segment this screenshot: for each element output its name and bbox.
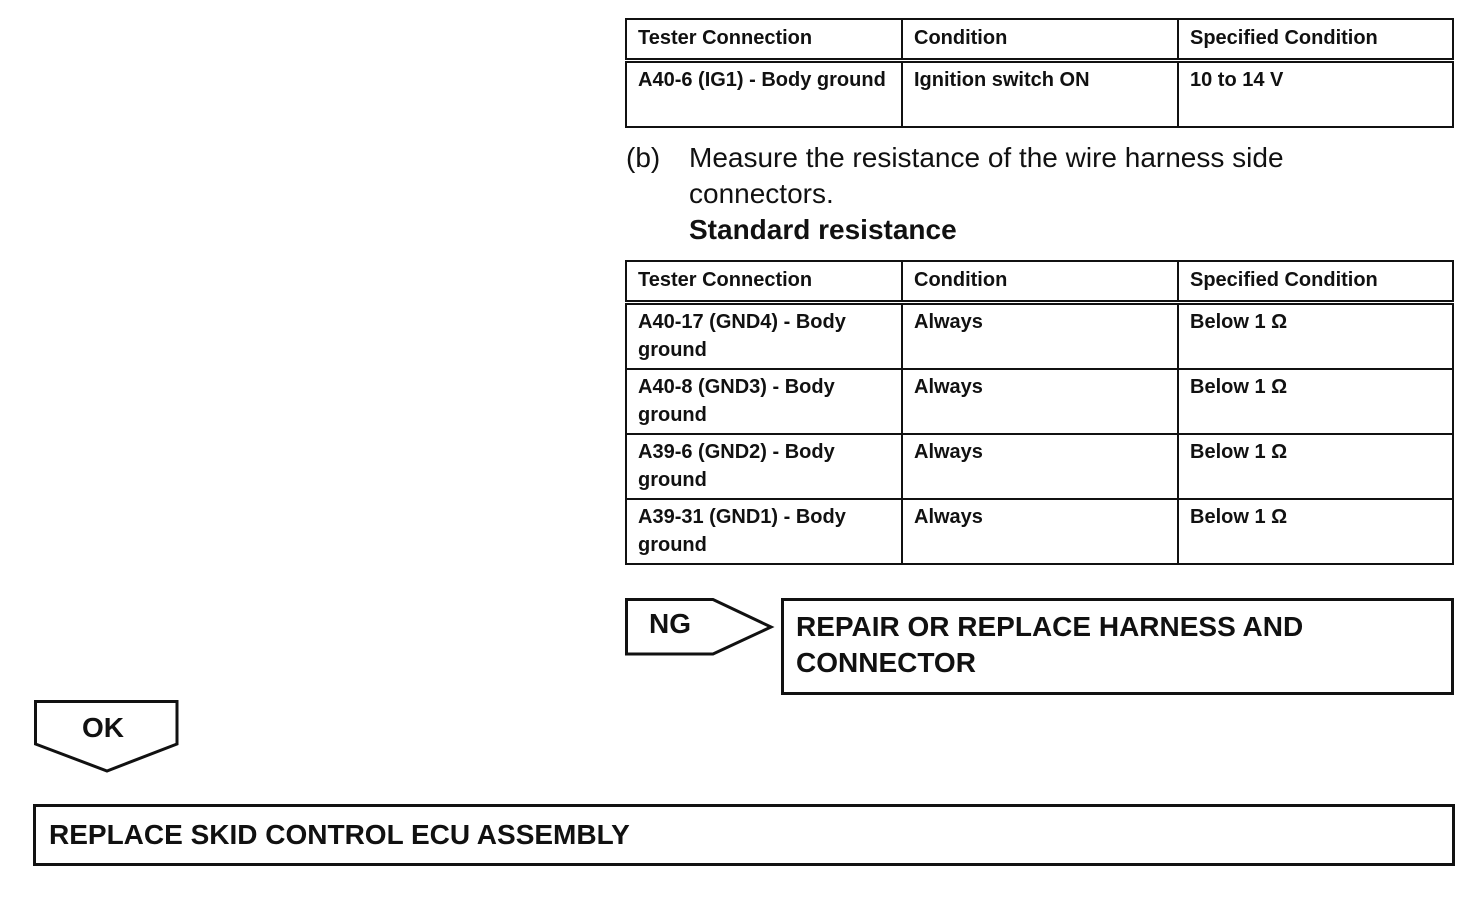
table-row (626, 499, 1453, 564)
tester-connection-cell: A40-6 (IG1) - Body ground (626, 61, 902, 128)
standard-title: Standard resistance (689, 214, 957, 245)
table-header-row (626, 19, 1453, 61)
ok-result-text: REPLACE SKID CONTROL ECU ASSEMBLY (49, 819, 630, 850)
ok-label: OK (82, 712, 124, 743)
specified-condition-cell: 10 to 14 V (1178, 61, 1453, 128)
condition-cell: Always (902, 369, 1178, 434)
table-row (626, 303, 1453, 370)
voltage-spec-table (625, 18, 1454, 128)
table-row (626, 61, 1453, 128)
resistance-spec-table (625, 260, 1454, 565)
column-header-condition: Condition (902, 19, 1178, 61)
ng-result-text: REPAIR OR REPLACE HARNESS AND CONNECTOR (796, 611, 1304, 678)
ok-result-box (33, 804, 1455, 866)
table-row (626, 434, 1453, 499)
specified-condition-cell: Below 1 Ω (1178, 434, 1453, 499)
condition-cell: Ignition switch ON (902, 61, 1178, 128)
tester-connection-cell: A39-6 (GND2) - Body ground (626, 434, 902, 499)
column-header-tester-connection: Tester Connection (626, 19, 902, 61)
column-header-specified-condition: Specified Condition (1178, 261, 1453, 303)
ng-label: NG (649, 608, 691, 639)
ng-result-box (781, 598, 1454, 695)
step-label: (b) (626, 142, 661, 173)
specified-condition-cell: Below 1 Ω (1178, 499, 1453, 564)
column-header-specified-condition: Specified Condition (1178, 19, 1453, 61)
specified-condition-cell: Below 1 Ω (1178, 303, 1453, 370)
tester-connection-cell: A40-8 (GND3) - Body ground (626, 369, 902, 434)
column-header-tester-connection: Tester Connection (626, 261, 902, 303)
table-header-row (626, 261, 1453, 303)
tester-connection-cell: A40-17 (GND4) - Body ground (626, 303, 902, 370)
step-instruction: Measure the resistance of the wire harness side connectors. (689, 142, 1284, 209)
condition-cell: Always (902, 434, 1178, 499)
table-row (626, 369, 1453, 434)
condition-cell: Always (902, 303, 1178, 370)
ng-arrow-icon (625, 598, 775, 658)
column-header-condition: Condition (902, 261, 1178, 303)
step-body (689, 140, 1409, 248)
specified-condition-cell: Below 1 Ω (1178, 369, 1453, 434)
tester-connection-cell: A39-31 (GND1) - Body ground (626, 499, 902, 564)
condition-cell: Always (902, 499, 1178, 564)
